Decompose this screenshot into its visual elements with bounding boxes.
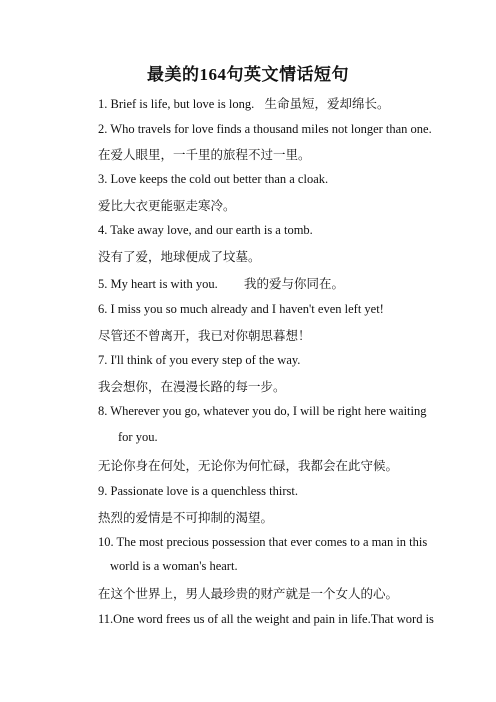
quote-line-continued: for you. <box>118 430 158 444</box>
quote-english: 1. Brief is life, but love is long. <box>98 97 255 111</box>
quote-translation: 热烈的爱情是不可抑制的渴望。 <box>98 511 274 525</box>
quote-line: 8. Wherever you go, whatever you do, I will be right here waiting <box>98 404 427 418</box>
quote-translation: 在这个世界上，男人最珍贵的财产就是一个女人的心。 <box>98 587 399 601</box>
quote-translation: 没有了爱，地球便成了坟墓。 <box>98 250 261 264</box>
quote-line-continued: world is a woman's heart. <box>110 559 238 573</box>
quote-line: 2. Who travels for love finds a thousand miles not longer than one. <box>98 122 432 136</box>
quote-line <box>98 274 344 292</box>
quote-chinese: 我的爱与你同在。 <box>244 277 345 291</box>
quote-line: 9. Passionate love is a quenchless thirst. <box>98 484 298 498</box>
quote-line: 3. Love keeps the cold out better than a cloak. <box>98 172 329 186</box>
quote-chinese: 生命虽短，爱却绵长。 <box>264 97 390 111</box>
quote-translation: 无论你身在何处，无论你为何忙碌，我都会在此守候。 <box>98 459 399 473</box>
quote-translation: 尽管还不曾离开，我已对你朝思暮想！ <box>98 329 311 343</box>
quote-line: 7. I'll think of you every step of the way. <box>98 353 301 367</box>
quote-translation: 在爱人眼里，一千里的旅程不过一里。 <box>98 148 311 162</box>
quote-line: 11.One word frees us of all the weight and pain in life.That word is <box>98 612 434 626</box>
document-title: 最美的164句英文情话短句 <box>147 65 349 84</box>
quote-line: 4. Take away love, and our earth is a tomb. <box>98 223 313 237</box>
quote-line <box>98 94 390 112</box>
quote-translation: 我会想你，在漫漫长路的每一步。 <box>98 380 286 394</box>
quote-english: 5. My heart is with you. <box>98 277 218 291</box>
quote-line: 10. The most precious possession that ever comes to a man in this <box>98 535 428 549</box>
quote-translation: 爱比大衣更能驱走寒冷。 <box>98 199 236 213</box>
quote-line: 6. I miss you so much already and I haven't even left yet! <box>98 302 384 316</box>
